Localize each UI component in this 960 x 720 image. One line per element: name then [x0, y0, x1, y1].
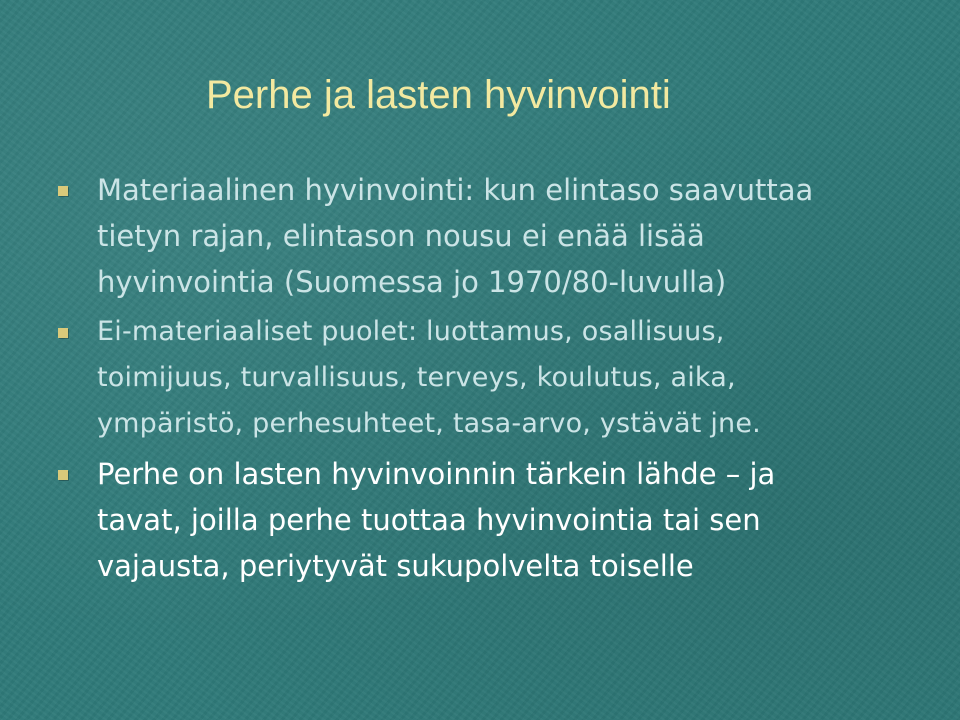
bullet-text: Materiaalinen hyvinvointi: kun elintaso saavuttaa tietyn rajan, elintason nousu ei enää lisää hyvinvointia (Suomessa jo 1970/80-luvulla)	[97, 173, 814, 299]
bullet-item-material-wellbeing	[58, 167, 938, 305]
bullet-text: Ei-materiaaliset puolet: luottamus, osallisuus, toimijuus, turvallisuus, terveys, koulutus, aika, ympäristö, perhesuhteet, tasa-arvo, ystävät jne.	[97, 316, 761, 439]
slide-title: Perhe ja lasten hyvinvointi	[206, 73, 671, 117]
bullet-text: Perhe on lasten hyvinvoinnin tärkein lähde – ja tavat, joilla perhe tuottaa hyvinvointia tai sen vajausta, periytyvät sukupolvelta toiselle	[97, 457, 776, 583]
bullet-item-family-source	[58, 451, 938, 589]
square-bullet-icon	[58, 470, 68, 480]
bullet-list	[58, 167, 938, 593]
square-bullet-icon	[58, 328, 68, 338]
square-bullet-icon	[58, 186, 68, 196]
bullet-item-non-material-aspects	[58, 309, 938, 447]
